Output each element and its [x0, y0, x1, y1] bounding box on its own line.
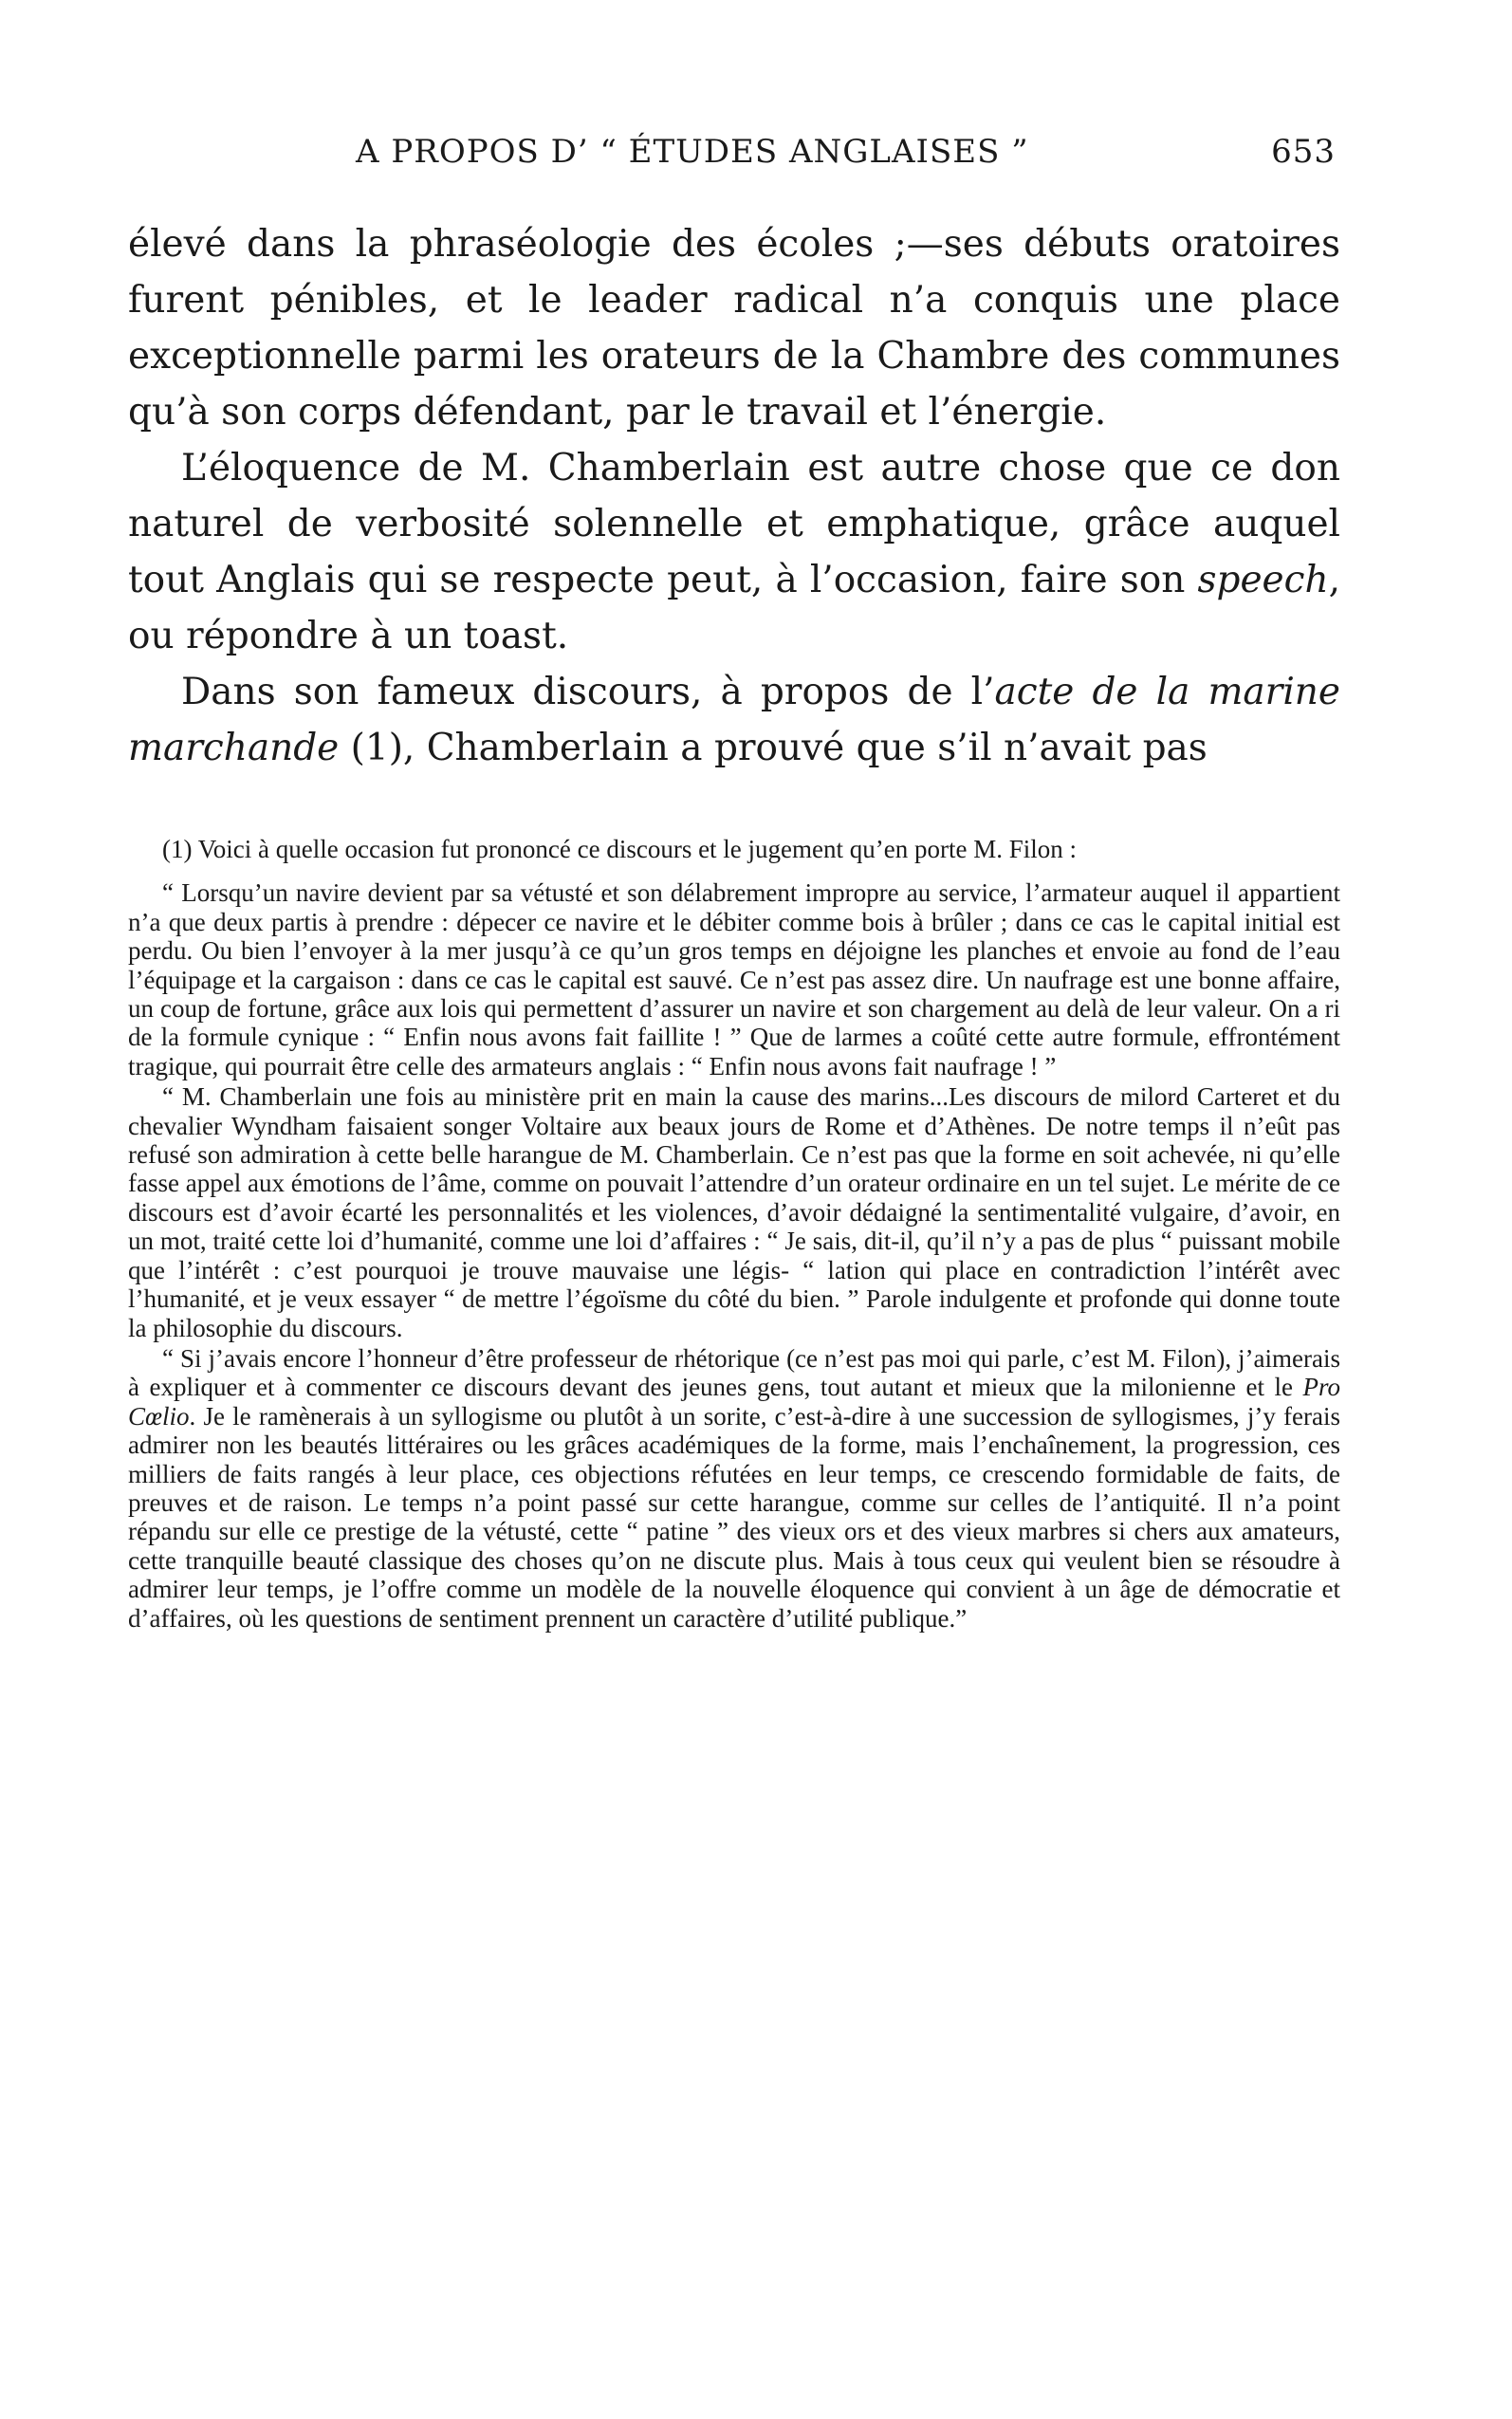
footnote-intro: (1) Voici à quelle occasion fut prononcé ce discours et le jugement qu’en porte M. Filon :: [162, 835, 1077, 863]
footnote-quote-1: “ Lorsqu’un navire devient par sa vétusté et son délabrement impropre au service, l’armateur auquel il appartient n’a que deux partis à prendre : dépecer ce navire et le débiter comme bois à brûler ; dans ce cas le capital initial est perdu. Ou bien l’envoyer à la mer jusqu’à ce qu’un gros temps en déjoigne les planches et envoie au fond de l’eau l’équipage et la cargaison : dans ce cas le capital est sauvé. Ce n’est pas assez dire. Un naufrage est une bonne affaire, un coup de fortune, grâce aux lois qui permettent d’assurer un navire et son chargement au delà de leur valeur. On a ri de la formule cynique : “ Enfin nous avons fait faillite ! ” Que de larmes a coûté cette autre formule, effrontément tragique, qui pourrait être celle des armateurs anglais : “ Enfin nous avons fait naufrage ! ”: [128, 878, 1340, 1080]
paragraph-2: [128, 440, 1340, 664]
footnote-block: [128, 835, 1340, 1633]
running-title: A PROPOS D’ “ ÉTUDES ANGLAISES ”: [356, 133, 1029, 171]
book-page: [128, 0, 1340, 2419]
paragraph-2-italic: speech: [1197, 559, 1329, 601]
paragraph-2-text-a: L’éloquence de M. Chamberlain est autre chose que ce don naturel de verbosité solennelle et emphatique, grâce auquel tout Anglais qui se respecte peut, à l’occasion, faire son: [128, 447, 1340, 601]
paragraph-1: élevé dans la phraséologie des écoles ;—ses débuts oratoires furent pénibles, et le leader radical n’a conquis une place exceptionnelle parmi les orateurs de la Chambre des communes qu’à son corps défendant, par le travail et l’énergie.: [128, 223, 1340, 434]
paragraph-3: [128, 664, 1340, 776]
running-head: [128, 133, 1340, 180]
footnote-quote-3-text-a: “ Si j’avais encore l’honneur d’être professeur de rhétorique (ce n’est pas moi qui parle, c’est M. Filon), j’aimerais à expliquer et à commenter ce discours devant des jeunes gens, tout autant et mieux que la milonienne et le: [128, 1343, 1340, 1402]
footnote-quote-2: “ M. Chamberlain une fois au ministère prit en main la cause des marins...Les discours de milord Carteret et du chevalier Wyndham faisaient songer Voltaire aux beaux jours de Rome et d’Athènes. De notre temps il n’eût pas refusé son admiration à cette belle harangue de M. Chamberlain. Ce n’est pas que la forme en soit achevée, ni qu’elle fasse appel aux émotions de l’âme, comme on pouvait l’attendre d’un orateur ordinaire en un tel sujet. Le mérite de ce discours est d’avoir écarté les personnalités et les violences, d’avoir dédaigné la sentimentalité vulgaire, d’avoir, en un mot, traité cette loi d’humanité, comme une loi d’affaires : “ Je sais, dit-il, qu’il n’y a pas de plus “ puissant mobile que l’intérêt : c’est pourquoi je trouve mauvaise une légis- “ lation qui place en contradiction l’intérêt avec l’humanité, et je veux essayer “ de mettre l’égoïsme du côté du bien. ” Parole indulgente et profonde qui donne toute la philosophie du discours.: [128, 1082, 1340, 1342]
footnote-quote-3: [128, 1344, 1340, 1633]
paragraph-2-text-b: , ou répondre à un toast.: [128, 559, 1340, 657]
footnote-quote-3-italic: Pro Cœlio: [128, 1373, 1340, 1431]
main-text: [128, 216, 1340, 776]
paragraph-3-text-a: Dans son fameux discours, à propos de l’: [181, 671, 995, 713]
footnote-quote-3-text-b: . Je le ramènerais à un syllogisme ou plutôt à un sorite, c’est-à-dire à une succession de syllogismes, j’y ferais admirer non les beautés littéraires ou les grâces académiques de la forme, mais l’enchaînement, la progression, ces milliers de faits rangés à leur place, ces objections réfutées en leur temps, ce crescendo formidable de faits, de preuves et de raison. Le temps n’a point passé sur cette harangue, comme sur celles de l’antiquité. Il n’a point répandu sur elle ce prestige de la vétusté, cette “ patine ” des vieux ors et des vieux marbres si chers aux amateurs, cette tranquille beauté classique des choses qu’on ne discute plus. Mais à tous ceux qui veulent bien se résoudre à admirer leur temps, je l’offre comme un modèle de la nouvelle éloquence qui convient à un âge de démocratie et d’affaires, où les questions de sentiment prennent un caractère d’utilité publique.”: [128, 1401, 1340, 1633]
page-number: 653: [1271, 133, 1336, 171]
paragraph-3-italic: acte de la marine marchande: [128, 671, 1340, 769]
paragraph-3-text-b: (1), Chamberlain a prouvé que s’il n’avait pas: [339, 727, 1208, 769]
